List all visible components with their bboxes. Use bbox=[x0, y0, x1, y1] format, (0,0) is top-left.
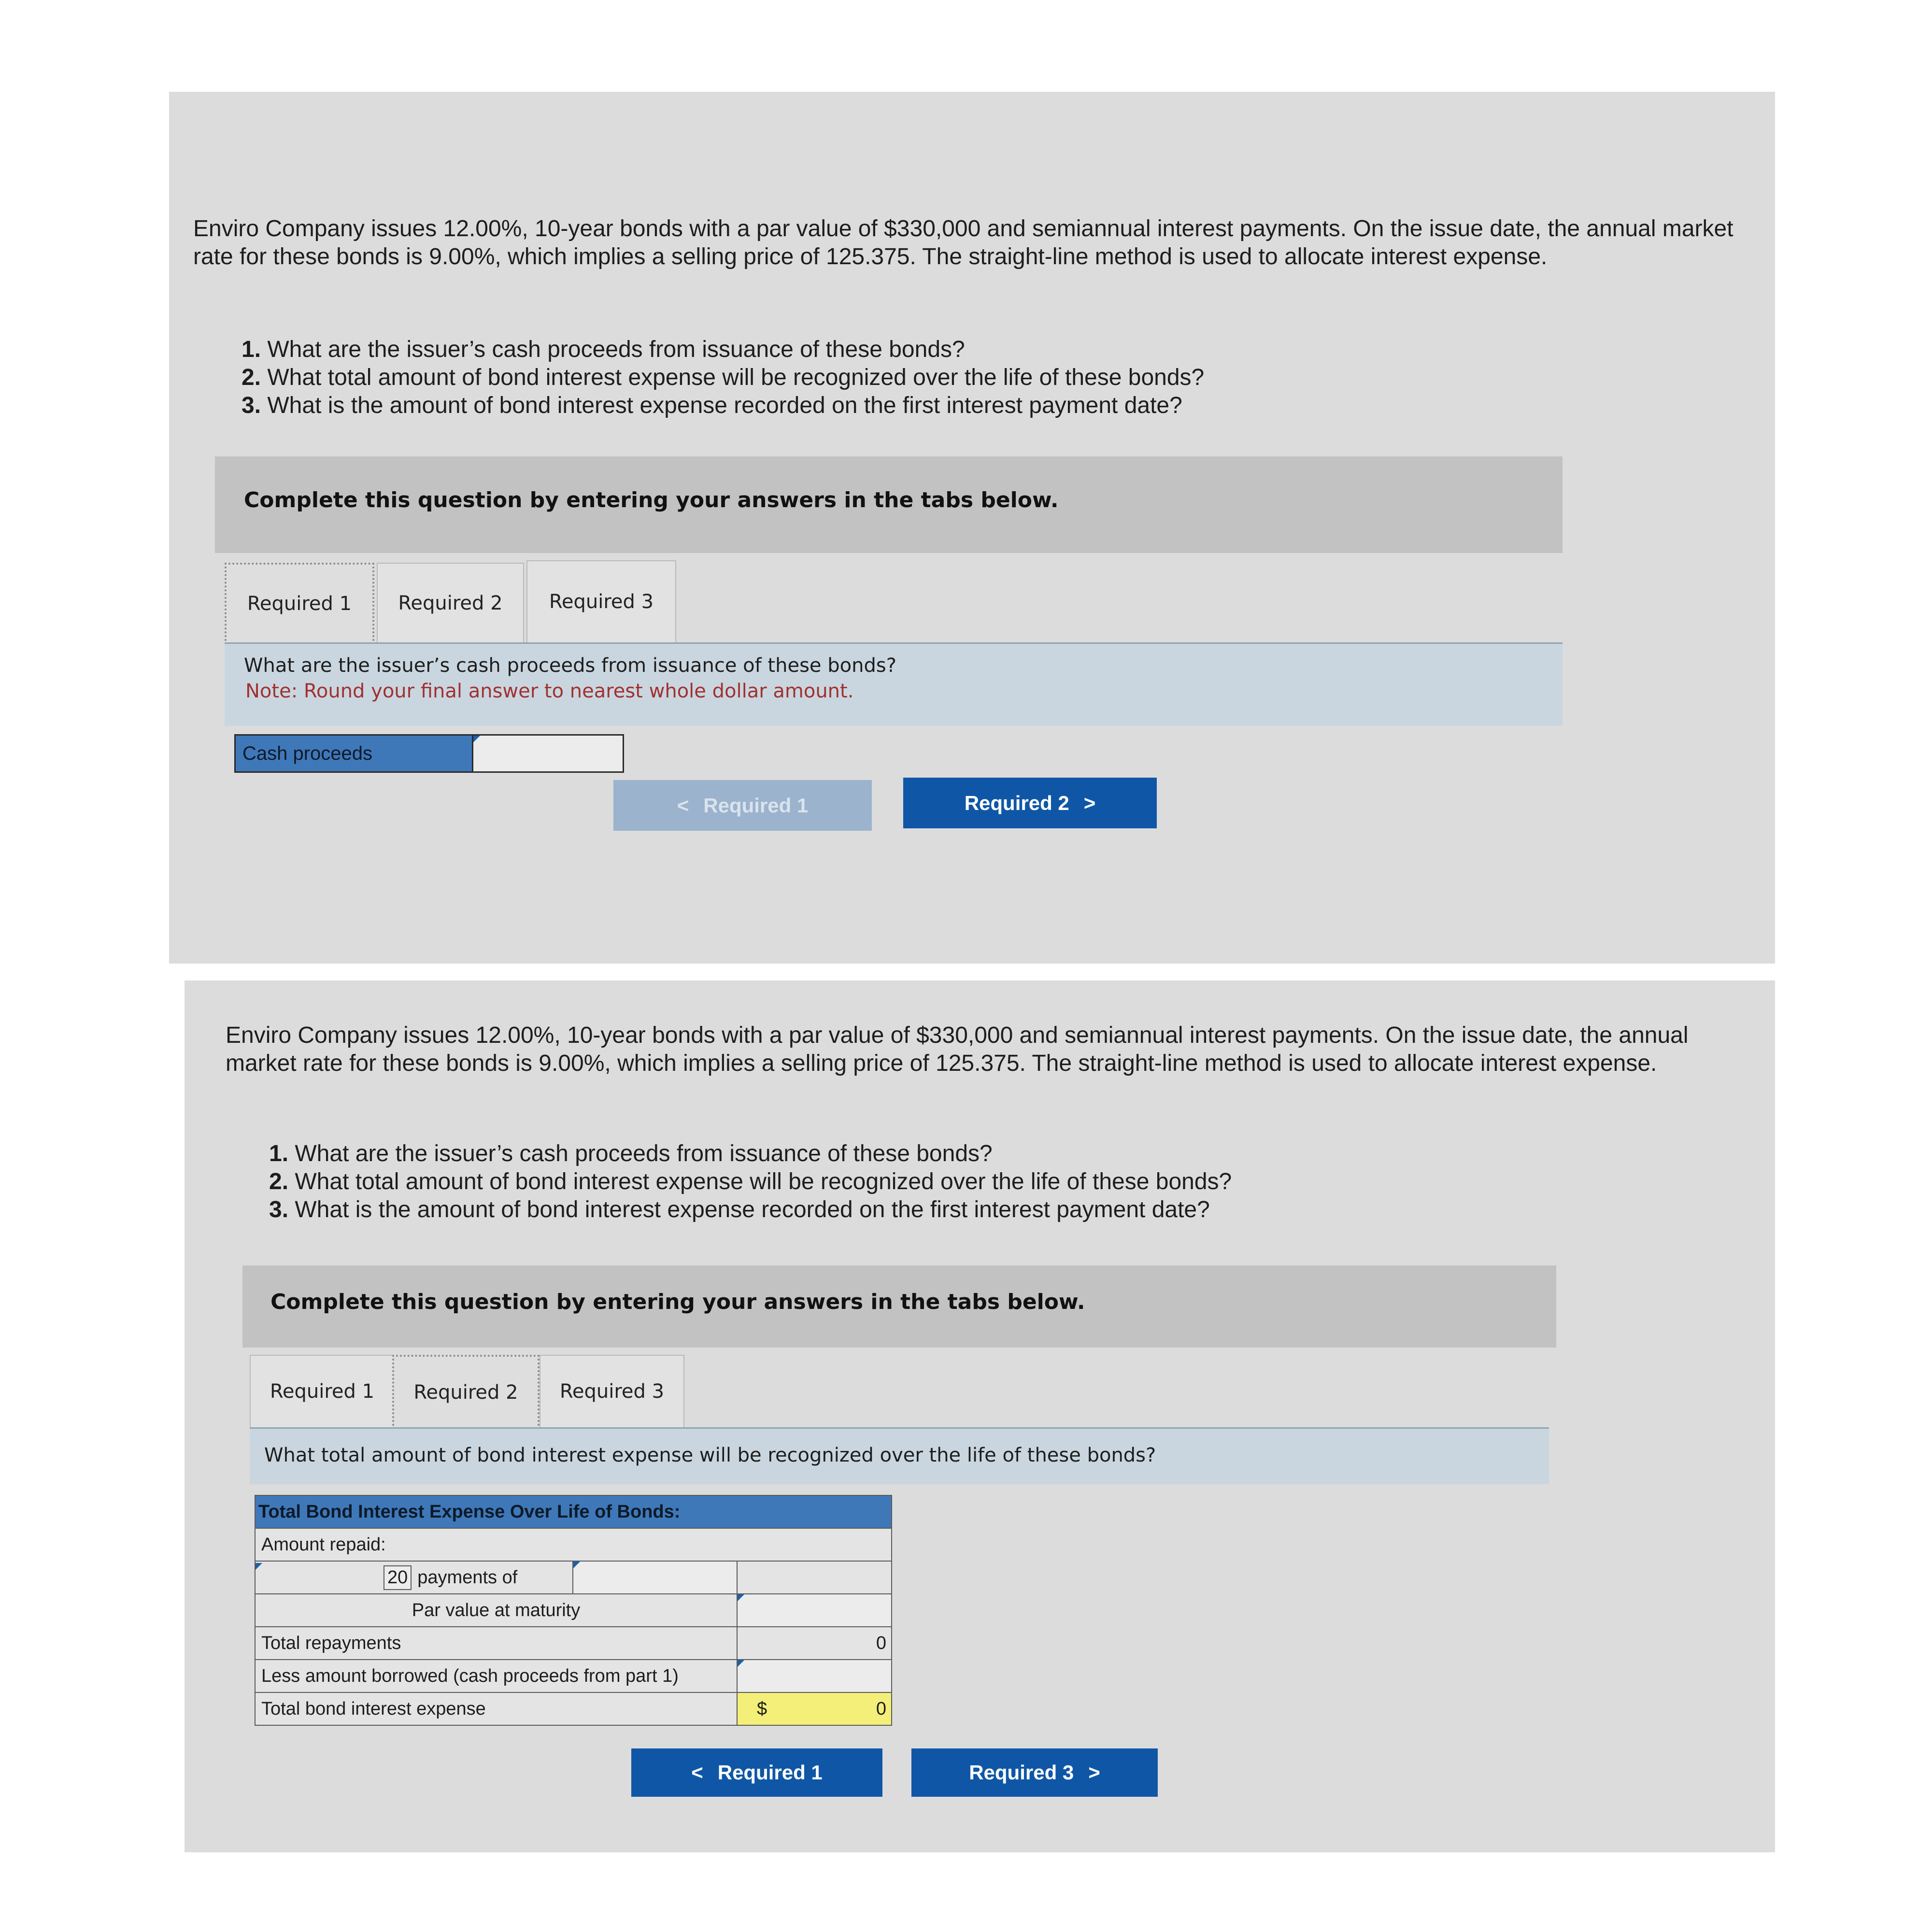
total-interest-label: Total bond interest expense bbox=[255, 1692, 737, 1725]
next-button-label: Required 3 bbox=[969, 1761, 1074, 1784]
input-marker-icon bbox=[256, 1563, 262, 1570]
tab-required-3[interactable]: Required 3 bbox=[540, 1355, 684, 1427]
question-list bbox=[269, 1140, 1232, 1224]
amount-borrowed-input[interactable] bbox=[737, 1660, 892, 1692]
screenshot-panel-required-2 bbox=[185, 980, 1775, 1852]
total-repayments-label: Total repayments bbox=[255, 1627, 737, 1660]
interest-expense-table bbox=[255, 1495, 892, 1726]
next-button-label: Required 2 bbox=[964, 791, 1069, 814]
par-value-input[interactable] bbox=[737, 1594, 892, 1627]
question-item: 2. What total amount of bond interest expense will be recognized over the life of these bonds? bbox=[242, 365, 1205, 390]
rounding-note: Note: Round your final answer to nearest whole dollar amount. bbox=[245, 680, 854, 702]
payments-of-label: payments of bbox=[417, 1567, 518, 1588]
prev-button-label: Required 1 bbox=[717, 1761, 823, 1784]
tab-required-1[interactable]: Required 1 bbox=[225, 563, 374, 645]
input-marker-icon bbox=[473, 736, 480, 742]
input-marker-icon bbox=[738, 1594, 744, 1601]
tab-required-2[interactable]: Required 2 bbox=[377, 563, 524, 642]
chevron-right-icon: > bbox=[1083, 791, 1096, 814]
next-required-button[interactable] bbox=[911, 1748, 1158, 1797]
question-item: 1. What are the issuer’s cash proceeds from issuance of these bonds? bbox=[269, 1141, 993, 1166]
amount-repaid-label: Amount repaid: bbox=[255, 1528, 892, 1561]
payments-count: 20 bbox=[384, 1565, 412, 1590]
tab-required-1[interactable]: Required 1 bbox=[250, 1355, 395, 1427]
chevron-left-icon: < bbox=[691, 1761, 703, 1784]
screenshot-panel-required-1 bbox=[169, 92, 1775, 964]
currency-symbol: $ bbox=[757, 1698, 767, 1719]
cash-proceeds-label: Cash proceeds bbox=[234, 734, 473, 773]
question-text: What are the issuer’s cash proceeds from issuance of these bonds? bbox=[244, 654, 896, 677]
payment-total-cell bbox=[737, 1561, 892, 1594]
question-item: 3. What is the amount of bond interest expense recorded on the first interest payment date? bbox=[269, 1197, 1210, 1222]
tab-required-3[interactable]: Required 3 bbox=[526, 560, 676, 642]
next-required-button[interactable] bbox=[903, 778, 1157, 828]
instruction-text: Complete this question by entering your answers in the tabs below. bbox=[244, 488, 1059, 512]
question-item: 1. What are the issuer’s cash proceeds from issuance of these bonds? bbox=[242, 337, 965, 362]
cash-proceeds-input[interactable] bbox=[472, 734, 624, 773]
prev-required-button[interactable] bbox=[613, 780, 872, 831]
chevron-left-icon: < bbox=[677, 794, 689, 817]
par-value-label: Par value at maturity bbox=[255, 1594, 737, 1627]
total-repayments-value: 0 bbox=[737, 1627, 892, 1660]
question-item: 3. What is the amount of bond interest expense recorded on the first interest payment date? bbox=[242, 393, 1182, 418]
prev-button-label: Required 1 bbox=[703, 794, 809, 817]
prev-required-button[interactable] bbox=[631, 1748, 882, 1797]
payment-amount-input[interactable] bbox=[573, 1561, 737, 1594]
total-interest-cell bbox=[737, 1692, 892, 1725]
chevron-right-icon: > bbox=[1088, 1761, 1100, 1784]
input-marker-icon bbox=[573, 1562, 580, 1568]
less-borrowed-label: Less amount borrowed (cash proceeds from part 1) bbox=[255, 1660, 737, 1692]
payments-row bbox=[255, 1561, 573, 1594]
problem-statement: Enviro Company issues 12.00%, 10-year bonds with a par value of $330,000 and semiannual interest payments. On the issue date, the annual market rate for these bonds is 9.00%, which implies a selling price of 125.375. The straight-line method is used to allocate interest expense. bbox=[226, 1023, 1689, 1076]
table-header: Total Bond Interest Expense Over Life of Bonds: bbox=[255, 1495, 892, 1528]
tab-required-2[interactable]: Required 2 bbox=[392, 1355, 540, 1430]
total-interest-value: 0 bbox=[876, 1698, 886, 1719]
instruction-text: Complete this question by entering your answers in the tabs below. bbox=[270, 1290, 1085, 1314]
question-list bbox=[242, 336, 1204, 420]
input-marker-icon bbox=[738, 1660, 744, 1667]
question-item: 2. What total amount of bond interest expense will be recognized over the life of these bonds? bbox=[269, 1169, 1232, 1194]
problem-statement: Enviro Company issues 12.00%, 10-year bonds with a par value of $330,000 and semiannual interest payments. On the issue date, the annual market rate for these bonds is 9.00%, which implies a selling price of 125.375. The straight-line method is used to allocate interest expense. bbox=[193, 216, 1733, 270]
question-text: What total amount of bond interest expense will be recognized over the life of these bonds? bbox=[264, 1444, 1156, 1466]
